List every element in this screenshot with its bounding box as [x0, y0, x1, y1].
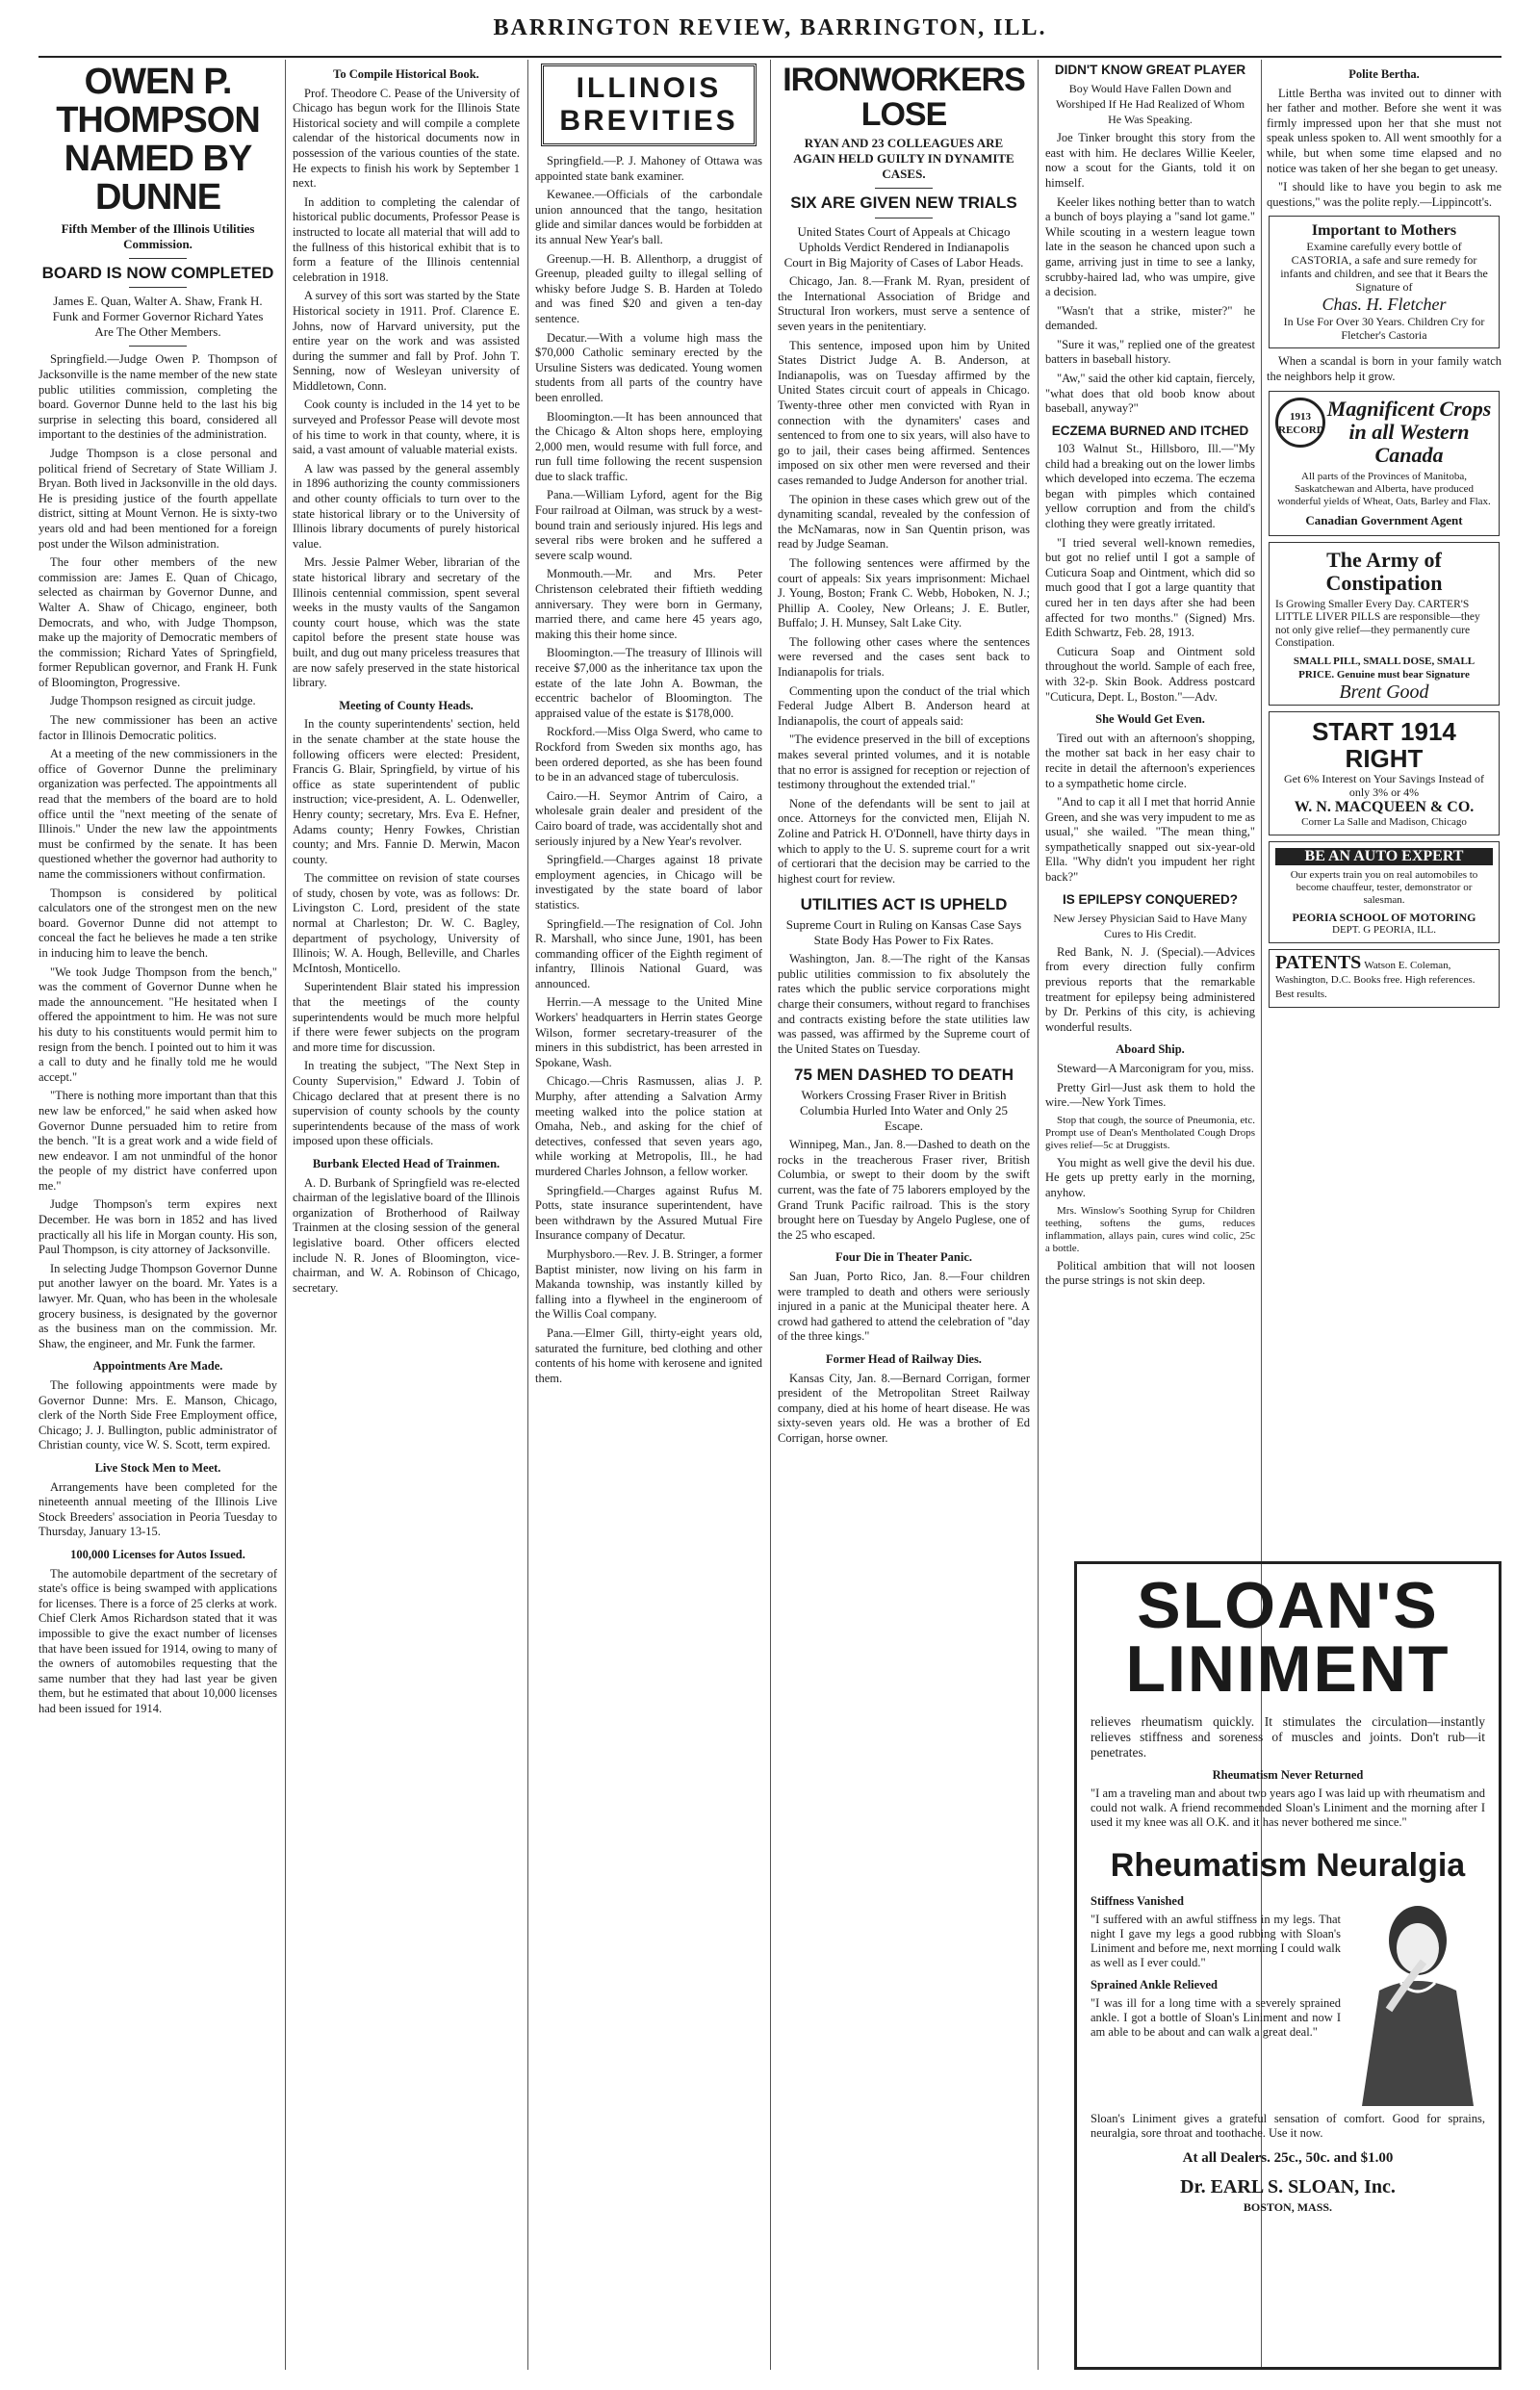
paragraph: Washington, Jan. 8.—The right of the Kansas public utilities commission to fix absolutely the rates which the public service corporations might charge their consumers, without regard to franchises and contracts existing before the state utilities law was passed, was affirmed by the Supreme court of the United States on Tuesday. — [778, 952, 1030, 1056]
deck: RYAN AND 23 COLLEAGUES ARE AGAIN HELD GUILTY IN DYNAMITE CASES. — [793, 136, 1014, 182]
subhead: Sprained Ankle Relieved — [1091, 1978, 1218, 1992]
paragraph: The opinion in these cases which grew out of the dynamiting scandal, revealed by the confession of the McNamaras, now in San Quentin prison, was read by Judge Seaman. — [778, 492, 1030, 552]
paragraph: Judge Thompson resigned as circuit judge. — [50, 694, 256, 708]
ad-title: PATENTS — [1275, 951, 1362, 973]
subhead: Former Head of Railway Dies. — [826, 1351, 982, 1366]
ad-foot: SMALL PILL, SMALL DOSE, SMALL PRICE. Genuine must bear Signature — [1293, 655, 1476, 681]
deck: Boy Would Have Fallen Down and Worshiped If He Had Realized of Whom He Was Speaking. — [1055, 82, 1245, 127]
paragraph: Murphysboro.—Rev. J. B. Stringer, a former Baptist minister, now living on his farm in Makanda township, was instantly killed by falling into a flywheel in the engineroom of the Willis Coal company. — [535, 1246, 762, 1322]
column-rule — [285, 60, 286, 2370]
ad-firm: W. N. MACQUEEN & CO. — [1294, 798, 1475, 815]
headline-eczema: ECZEMA BURNED AND ITCHED — [1051, 423, 1249, 438]
paragraph: "And to cap it all I met that horrid Annie Green, and she was very impudent to me as usual," she wailed. "The mean thing," sympathetically snapped out six-year-old Ella. "Why didn't you impudent her right back?" — [1045, 795, 1255, 885]
headline-ironworkers: IRONWORKERS LOSE — [783, 62, 1025, 133]
ad-title: Magnificent Crops in all Western Canada — [1326, 396, 1492, 467]
woman-illustration — [1350, 1894, 1485, 2106]
column-rule — [527, 60, 528, 2370]
ad-brand: LINIMENT — [1125, 1632, 1450, 1706]
headline-epilepsy: IS EPILEPSY CONQUERED? — [1062, 891, 1239, 907]
paragraph: Springfield.—Charges against 18 private employment agencies, in Chicago will be investigated by the state board of labor statistics. — [535, 853, 762, 912]
headline-fraser-river: 75 MEN DASHED TO DEATH — [794, 1066, 1014, 1085]
canada-ad — [1269, 391, 1500, 536]
masthead: BARRINGTON REVIEW, BARRINGTON, ILL. — [493, 15, 1047, 40]
paragraph: Stop that cough, the source of Pneumonia, etc. Prompt use of Dean's Mentholated Cough Drops gives relief—5c at Druggists. — [1045, 1114, 1255, 1151]
separator — [875, 188, 933, 189]
paragraph: Arrangements have been completed for the nineteenth annual meeting of the Illinois Live Stock Breeders' association in Peoria Tuesday to Thursday, January 13-15. — [38, 1479, 277, 1539]
deck: James E. Quan, Walter A. Shaw, Frank H. Funk and Former Governor Richard Yates Are The Other Members. — [52, 294, 264, 340]
ad-text: Sloan's Liniment gives a grateful sensation of comfort. Good for sprains, neuralgia, sore throat and toothache. Use it now. — [1091, 2112, 1485, 2140]
subhead: Aboard Ship. — [1116, 1042, 1185, 1057]
paragraph: The committee on revision of state courses of study, chosen by vote, was as follows: Dr. Livingston C. Lord, president of the state normal at Charleston; Dr. W. C. Bagley, department of psychology, University of Illinois; W. A. Hough, Belleville, and Charles McIntosh, Monticello. — [293, 871, 520, 975]
deck: Fifth Member of the Illinois Utilities Commission. — [61, 220, 255, 251]
ad-title: START 1914 RIGHT — [1312, 716, 1456, 773]
paragraph: Pana.—Elmer Gill, thirty-eight years old, saturated the furniture, bed clothing and other contents of his home with kerosene and ignited them. — [535, 1325, 762, 1385]
paragraph: Mrs. Jessie Palmer Weber, librarian of the state historical library and secretary of the Illinois centennial commission, spent several weeks in the musty vaults of the Sangamon county court house, which was the state capitol before the present state house was built, and dug out many priceless treasures that are now safely preserved in the state historical library. — [293, 555, 520, 690]
deck: New Jersey Physician Said to Have Many Cures to His Credit. — [1053, 911, 1247, 940]
separator — [129, 346, 187, 347]
paragraph: Red Bank, N. J. (Special).—Advices from every direction fully confirm previous reports that the remarkable treatment for epilepsy being administered by Dr. Perkins of this city, is achieving wonderful results. — [1045, 944, 1255, 1034]
paragraph: None of the defendants will be sent to jail at once. Attorneys for the convicted men, Elijah N. Zoline and Patrick H. O'Donnell, have thirty days in which to apply to the U. S. supreme court for a writ of certiorari that the decision may be carried to the highest court for review. — [778, 796, 1030, 886]
subhead: Four Die in Theater Panic. — [834, 1250, 972, 1265]
signature: Brent Good — [1339, 681, 1429, 703]
column-3 — [535, 60, 762, 2370]
paragraph: Mrs. Winslow's Soothing Syrup for Children teething, softens the gums, reduces inflammation, allays pain, cures wind colic, 25c a bottle. — [1045, 1204, 1255, 1254]
signature: Chas. H. Fletcher — [1322, 295, 1447, 315]
ad-title: Important to Mothers — [1311, 222, 1457, 240]
paragraph: "There is nothing more important than that this new law be enforced," he said when asked how Governor Dunne persuaded him to retire from the bench. "It is a great work and a wide field of new endeavor. I am not unmindful of the honor the people of my district have conferred upon me." — [38, 1089, 277, 1193]
ad-lead: relieves rheumatism quickly. It stimulates the circulation—instantly relieves stiffness and soreness of muscles and joints. Don't rub—it penetrates. — [1091, 1714, 1485, 1760]
castoria-ad — [1269, 216, 1500, 348]
ad-text: Is Growing Smaller Every Day. CARTER'S LITTLE LIVER PILLS are responsible—they not only give relief—they permanently cure Constipation. — [1275, 598, 1480, 650]
subhead: Meeting of County Heads. — [339, 698, 474, 712]
patents-ad — [1269, 949, 1500, 1008]
ad-headline: Rheumatism Neuralgia — [1110, 1847, 1466, 1884]
separator — [129, 258, 187, 259]
paragraph: Pretty Girl—Just ask them to hold the wire.—New York Times. — [1045, 1080, 1255, 1110]
paragraph: Springfield.—Charges against Rufus M. Potts, state insurance superintendent, have been withdrawn by the Assured Mutual Fire Insurance company of Decatur. — [535, 1183, 762, 1243]
subhead: Stiffness Vanished — [1091, 1894, 1184, 1908]
ad-text: Get 6% Interest on Your Savings Instead of only 3% or 4% — [1284, 771, 1484, 799]
paragraph: Herrin.—A message to the United Mine Workers' headquarters in Herrin states George Wilson, former secretary-treasurer of the miners in this subdistrict, has been arrested in Spokane, Wash. — [535, 995, 762, 1069]
column-rule — [1038, 60, 1039, 2370]
brevities-title-box — [541, 64, 757, 146]
paragraph: Springfield.—P. J. Mahoney of Ottawa was appointed state bank examiner. — [535, 154, 762, 183]
ad-text: All parts of the Provinces of Manitoba, Saskatchewan and Alberta, have produced wonderful yields of Wheat, Oats, Barley and Flax. — [1277, 470, 1491, 507]
column-5 — [1045, 60, 1255, 1552]
paragraph: San Juan, Porto Rico, Jan. 8.—Four children were trampled to death and others were seriously injured in a panic at the Municipal theater here. A crowd had gathered to attend the celebration of "day of the three kings." — [778, 1269, 1030, 1344]
ad-text: In Use For Over 30 Years. Children Cry for Fletcher's Castoria — [1283, 315, 1485, 343]
ad-title: The Army of Constipation — [1325, 547, 1443, 595]
paragraph: "The evidence preserved in the bill of exceptions makes several printed volumes, and it is notable that no error is assigned for reception or rejection of testimony throughout the extended trial." — [778, 732, 1030, 792]
subheadline: BOARD IS NOW COMPLETED — [41, 263, 274, 282]
column-6 — [1267, 60, 1502, 1552]
paragraph: Kansas City, Jan. 8.—Bernard Corrigan, former president of the Metropolitan Street Railway company, died at his home of heart disease. He was sixty-seven years old. He was a brother of Ed Corrigan, horse owner. — [778, 1371, 1030, 1445]
ad-text: Our experts train you on real automobiles to become chauffeur, tester, demonstrator or salesman. — [1290, 868, 1478, 906]
paragraph: "I should like to have you begin to ask me questions," was the polite reply.—Lippincott's. — [1267, 180, 1502, 209]
paragraph: Keeler likes nothing better than to watch a bunch of boys playing a "sand lot game." While scouting in a western league town late in the season he chanced upon such a game, arriving just in time to see a lanky, scrubby-haired lad, who was umpire, give a decision. — [1045, 194, 1255, 299]
paragraph: Springfield.—The resignation of Col. John R. Marshall, who since June, 1901, has been commanding officer of the Eighth regiment of infantry, Illinois National Guard, was announced. — [535, 916, 762, 990]
paragraph: Bloomington.—It has been announced that the Chicago & Alton shops here, employing 2,000 men, would resume with full force, and run full time following the recent suspension due to slack traffic. — [535, 409, 762, 483]
paragraph: This sentence, imposed upon him by United States District Judge A. B. Anderson, at Indianapolis, was on Tuesday affirmed by the United States circuit court of appeals in Chicago. Twenty-three other men convicted with Ryan in connection with the dynamiters' cases and sentenced to from one to six years, will also have to go to jail, their cases being affirmed. Sentences imposed on six other men were reversed and their cases remanded to Judge Anderson for another trial. — [778, 338, 1030, 487]
paragraph: Commenting upon the conduct of the trial which Federal Judge Albert B. Anderson heard at Indianapolis, the court of appeals said: — [778, 683, 1030, 728]
headline-great-player: DIDN'T KNOW GREAT PLAYER — [1054, 63, 1246, 77]
paragraph: The following other cases where the sentences were reversed and the cases sent back to Indianapolis for trials. — [778, 634, 1030, 680]
paragraph: Chicago.—Chris Rasmussen, alias J. P. Murphy, after attending a Salvation Army meeting walked into the police station at Omaha, Neb., and asking for the chief of detectives, confessed that seven years ago, while working at Metropolis, Ill., he had murdered Charles Johnson, a fellow worker. — [535, 1074, 762, 1178]
subhead: Burbank Elected Head of Trainmen. — [312, 1156, 500, 1170]
paragraph: Joe Tinker brought this story from the east with him. He declares Willie Keeler, now a scout for the Giants, told it on himself. — [1045, 131, 1255, 190]
ad-price: At all Dealers. 25c., 50c. and $1.00 — [1182, 2150, 1394, 2166]
column-rule — [770, 60, 771, 2370]
paragraph: "Sure it was," replied one of the greatest batters in baseball history. — [1045, 337, 1255, 367]
paragraph: The new commissioner has been an active factor in Illinois Democratic politics. — [38, 713, 277, 742]
paragraph: Rockford.—Miss Olga Swerd, who came to Rockford from Sweden six months ago, has been ordered deported, as she has been found to be in an advanced stage of tuberculosis. — [535, 725, 762, 784]
macqueen-ad — [1269, 711, 1500, 835]
paragraph: Monmouth.—Mr. and Mrs. Peter Christenson celebrated their fiftieth wedding anniversary. They were born in Germany, married there, and came here 45 years ago, making this their home since. — [535, 567, 762, 641]
paragraph: Prof. Theodore C. Pease of the University of Chicago has begun work for the Illinois State Historical society and will compile a complete calendar of the historical documents now in possession of the various counties of the state. He expects to finish his work by September 1 next. — [293, 86, 520, 191]
paragraph: In treating the subject, "The Next Step in County Supervision," Edward J. Tobin of Chicago declared that at present there is no supervision of county schools by the county superintendents because of the mass of work imposed upon these officials. — [293, 1059, 520, 1148]
subhead: She Would Get Even. — [1095, 712, 1205, 727]
paragraph: A law was passed by the general assembly in 1896 authorizing the county commissioners and other county officials to turn over to the state historical library or to the University of Illinois library documents of purely historical value. — [293, 461, 520, 551]
deck: Supreme Court in Ruling on Kansas Case Says State Body Has Power to Fix Rates. — [785, 917, 1022, 948]
auto-expert-ad — [1269, 841, 1500, 943]
subhead: Appointments Are Made. — [92, 1359, 223, 1374]
paragraph: Chicago, Jan. 8.—Frank M. Ryan, president of the International Association of Bridge and Structural Iron workers, must serve a sentence of seven years in the penitentiary. — [778, 274, 1030, 333]
carters-ad — [1269, 542, 1500, 706]
subhead: To Compile Historical Book. — [333, 67, 479, 81]
paragraph: Bloomington.—The treasury of Illinois will receive $7,000 as the inheritance tax upon the estate of the late John A. Bowman, the eccentric bachelor of Bloomington. The appraised value of the estate is $178,000. — [535, 646, 762, 720]
paragraph: The following appointments were made by Governor Dunne: Mrs. E. Manson, Chicago, clerk of the North Side Free Employment office, Chicago; J. J. Bullington, public administrator of Christian county, vice W. S. Scott, term expired. — [38, 1378, 277, 1452]
paragraph: Cook county is included in the 14 yet to be surveyed and Professor Pease will devote most of his time to work in that county, where, it is said, a vast amount of valuable material exists. — [293, 398, 520, 457]
subhead: 100,000 Licenses for Autos Issued. — [70, 1547, 245, 1561]
testimonial: "I am a traveling man and about two years ago I was laid up with rheumatism and could not walk. A friend recommended Sloan's Liniment and the morning after I used it my knee was all O.K. and it has never bothered me since." — [1091, 1786, 1485, 1829]
paragraph: In addition to completing the calendar of historical public documents, Professor Pease is instructed to locate all material that will add to the fullness of this historical exhibit that is to form a feature of the Illinois centennial celebration in 1918. — [293, 194, 520, 284]
testimonial: "I suffered with an awful stiffness in my legs. That night I gave my legs a good rubbing with Sloan's Liniment and before me, next morning I could walk as well as I ever could." — [1091, 1913, 1341, 1969]
paragraph: In selecting Judge Thompson Governor Dunne put another lawyer on the board. Mr. Yates is a lawyer. Mr. Quan, who has been in the wholesale grocery business, is designated by the governor as the business man on the commission. Mr. Shaw, the engineer, and Mr. Funk the farmer. — [38, 1261, 277, 1350]
separator — [129, 287, 187, 288]
ad-city: BOSTON, MASS. — [1243, 2200, 1333, 2214]
paragraph: Springfield.—Judge Owen P. Thompson of Jacksonville is the name member of the new state public utilities commission, completing the board. Governor Dunne held to the last his big surprise in selecting this board, considered all important to the destinies of the administration. — [38, 352, 277, 442]
headline-utilities: UTILITIES ACT IS UPHELD — [800, 895, 1008, 914]
sloans-liniment-ad — [1074, 1561, 1502, 2370]
ad-address: Corner La Salle and Madison, Chicago — [1301, 815, 1467, 828]
ad-firm: PEORIA SCHOOL OF MOTORING — [1292, 910, 1476, 924]
paragraph: Pana.—William Lyford, agent for the Big Four railroad at Oilman, was struck by a west-bound train and seriously injured. His legs and several ribs were broken and he suffered a severe scalp wound. — [535, 488, 762, 562]
paragraph: Judge Thompson's term expires next December. He was born in 1852 and has lived practically all his life in Morgan county. His son, Paul Thompson, is city attorney of Jacksonville. — [38, 1197, 277, 1257]
paragraph: Steward—A Marconigram for you, miss. — [1057, 1061, 1254, 1075]
ad-text: Examine carefully every bottle of CASTORIA, a safe and sure remedy for infants and children, and see that it Bears the Signature of — [1280, 240, 1488, 295]
column-1 — [38, 60, 277, 2370]
deck: United States Court of Appeals at Chicago Upholds Verdict Rendered in Indianapolis Court in Big Majority of Cases of Labor Heads. — [783, 224, 1024, 270]
column-4 — [778, 60, 1030, 2370]
paragraph: The automobile department of the secretary of state's office is being swamped with applications for licenses. There is a force of 25 clerks at work. Chief Clerk Amos Richardson stated that it was impossible to give the exact number of licenses that have been issued for 1914, owing to many of the owners of automobiles requesting that the same number that they had last year be given them, but he estimated that about 10,000 licenses had been issued for 1914. — [38, 1566, 277, 1715]
paragraph: The following sentences were affirmed by the court of appeals: Six years imprisonment: Michael J. Young, Boston; Frank C. Webb, Hoboken, N. J.; Phillip A. Cooley, New Orleans; J. E. Butler, Buffalo; J. H. Munsey, Salt Lake City. — [778, 555, 1030, 630]
paragraph: Tired out with an afternoon's shopping, the mother sat back in her easy chair to recite in detail the afternoon's experiences to a sympathetic home circle. — [1045, 731, 1255, 790]
subhead: Live Stock Men to Meet. — [94, 1460, 221, 1475]
woman-illustration-icon — [1350, 1894, 1485, 2106]
paragraph: Superintendent Blair stated his impression that the meetings of the county superintendents would be much more helpful if there were fewer subjects on the program and more time for discussion. — [293, 980, 520, 1054]
ad-dept: DEPT. G PEORIA, ILL. — [1332, 923, 1436, 936]
subheadline: SIX ARE GIVEN NEW TRIALS — [790, 193, 1017, 213]
paragraph: Cuticura Soap and Ointment sold throughout the world. Sample of each free, with 32-p. Skin Book. Address postcard "Cuticura, Dept. L, Boston."—Adv. — [1045, 644, 1255, 704]
ad-firm: Dr. EARL S. SLOAN, Inc. — [1180, 2176, 1396, 2197]
paragraph: Thompson is considered by political calculators one of the strongest men on the new board. Governor Dunne did not attempt to conceal the fact he believes he made a ten strike in inducing him to leave the bench. — [38, 886, 277, 960]
masthead-rule — [38, 56, 1502, 58]
paragraph: Cairo.—H. Seymor Antrim of Cairo, a wholesale grain dealer and president of the Cairo board of trade, was accidentally shot and seriously injured by a New Year's revolver. — [535, 788, 762, 848]
paragraph: Judge Thompson is a close personal and political friend of Secretary of State William J. Bryan. Both lived in Jacksonville in the old days. He is presiding justice of the fourth appellate district, sitting at Mount Vernon. He is sixty-two years old and had been mentioned for a foreign post under the Wilson administration. — [38, 446, 277, 551]
ad-title: BE AN AUTO EXPERT — [1275, 848, 1493, 865]
column-2 — [293, 60, 520, 2370]
paragraph: Kewanee.—Officials of the carbondale union announced that the tango, hesitation glide and similar dances would be forbidden at its annual New Year's ball. — [535, 188, 762, 246]
subhead: Polite Bertha. — [1348, 67, 1420, 81]
paragraph: "We took Judge Thompson from the bench," was the comment of Governor Dunne when he made the announcement. "He hesitated when I offered the appointment to him. He was not sure his duty to his constituents would permit him to resign from the bench. I pointed out to him it was a call to duty and he finally told me he would accept." — [38, 964, 277, 1084]
paragraph: "Aw," said the other kid captain, fiercely, "what does that old boob know about baseball, anyway?" — [1045, 372, 1255, 416]
paragraph: In the county superintendents' section, held in the senate chamber at the state house the following officers were elected: President, Francis G. Blair, Springfield, by virtue of his office as state superintendent of public instruction; vice-president, A. L. Odenweller, Henry county; secretary, Mrs. Eva E. Hefner, Adams county; Henry Fowkes, Christian county; and Mrs. Fannie D. Merwin, Macon county. — [293, 717, 520, 866]
paragraph: Greenup.—H. B. Allenthorp, a druggist of Greenup, pleaded guilty to illegal selling of whisky before Judge S. B. Harden at Toledo and was fined $20 and given a ten-day sentence. — [535, 251, 762, 325]
paragraph: At a meeting of the new commissioners in the office of Governor Dunne the preliminary organization was perfected. The appointments all read that the members of the board are to hold office until the "next meeting of the senate of Illinois." Under the new law the appointments must be confirmed by the senate. It has been questioned whether the governor had authority to name the commissioners without confirmation. — [38, 747, 277, 881]
ad-brand: SLOAN'S — [1137, 1569, 1439, 1642]
brevities-title: ILLINOIS BREVITIES — [559, 72, 738, 137]
subhead: Rheumatism Never Returned — [1212, 1768, 1364, 1782]
paragraph: "Wasn't that a strike, mister?" he demanded. — [1045, 303, 1255, 333]
testimonial: "I was ill for a long time with a severely sprained ankle. I got a bottle of Sloan's Liniment and now I am able to be about and can walk a great deal." — [1091, 1996, 1341, 2039]
ad-agent: Canadian Government Agent — [1305, 512, 1463, 527]
paragraph: 103 Walnut St., Hillsboro, Ill.—"My child had a breaking out on the lower limbs which developed into eczema. The eczema began with pimples which contained yellow corruption and from the child's clothing they were greatly irritated. — [1045, 442, 1255, 530]
paragraph: Decatur.—With a volume high mass the $70,000 Catholic seminary erected by the Ursuline Sisters was dedicated. Young women students from all parts of the country have been enrolled. — [535, 330, 762, 404]
paragraph: A survey of this sort was started by the State Historical society in 1911. Prof. Clarence E. Johns, now of Harvard university, put the entire year on the work and was assisted during the summer and fall by Prof. John T. Senning, now of Wesleyan university of Middletown, Conn. — [293, 289, 520, 393]
headline-thompson: OWEN P. THOMPSON NAMED BY DUNNE — [56, 62, 260, 218]
record-badge: 1913 RECORD — [1275, 398, 1325, 448]
paragraph: Political ambition that will not loosen the purse strings is not skin deep. — [1045, 1258, 1255, 1288]
paragraph: Winnipeg, Man., Jan. 8.—Dashed to death on the rocks in the treacherous Fraser river, British Columbia, or swept to their doom by the swift current, was the fate of 75 laborers employed by the Grand Trunk Pacific railroad. This is the story brought here on Tuesday by Angelo Puglese, one of the 25 who escaped. — [778, 1138, 1030, 1242]
paragraph: When a scandal is born in your family watch the neighbors help it grow. — [1267, 354, 1502, 383]
paragraph: The four other members of the new commission are: James E. Quan of Chicago, selected as chairman by Governor Dunne, and Walter A. Shaw of Chicago, engineer, both Democrats, and who, with Judge Thompson, make up the majority of Democratic members of the commission; Richard Yates of Springfield, former Republican governor, and Frank H. Funk of Bloomington, Progressive. — [38, 555, 277, 689]
paragraph: "I tried several well-known remedies, but got no relief until I got a sample of Cuticura Soap and Ointment, which did so much good that I got a large quantity that cured her in ten days after she had been affected for two months." (Signed) Mrs. Edith Schwartz, Feb. 28, 1913. — [1045, 535, 1255, 640]
paragraph: A. D. Burbank of Springfield was re-elected chairman of the legislative board of the Illinois organization of Brotherhood of Railway Trainmen at the closing session of the general legislative board. Other officers elected include N. R. Jones of Bloomington, vice-chairman, and W. A. Robinson of Chicago, secretary. — [293, 1175, 520, 1295]
paragraph: Little Bertha was invited out to dinner with her father and mother. Before she went it was firmly impressed upon her that she must not speak unless spoken to. All went smoothly for a while, but when some time elapsed and no notice was taken of her she began to get uneasy. — [1267, 86, 1502, 175]
deck: Workers Crossing Fraser River in British Columbia Hurled Into Water and Only 25 Escape. — [799, 1088, 1009, 1134]
ad-text: Watson E. Coleman, Washington, D.C. Books free. High references. Best results. — [1275, 959, 1476, 1000]
paragraph: You might as well give the devil his due. He gets up pretty early in the morning, anyhow. — [1045, 1155, 1255, 1199]
